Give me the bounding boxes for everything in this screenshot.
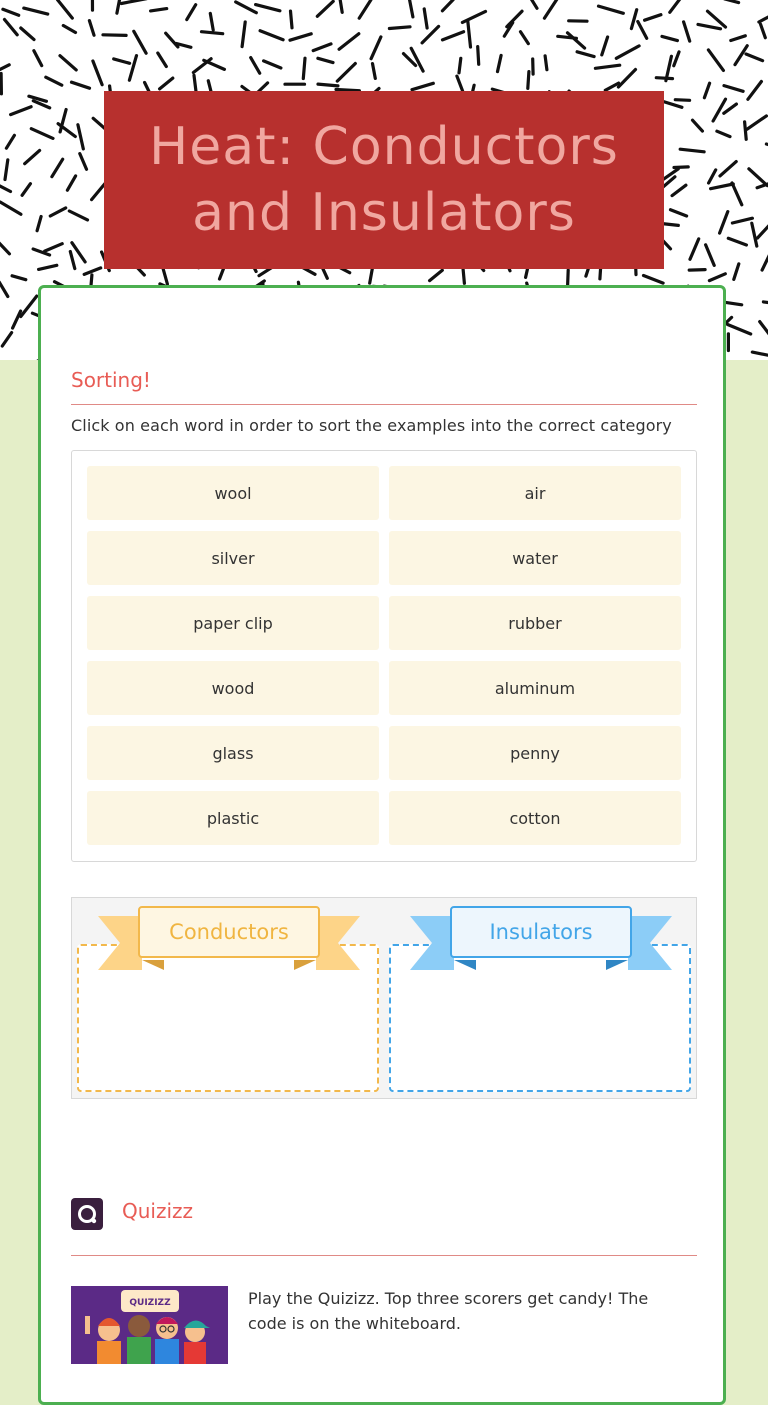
pattern-dash xyxy=(67,176,75,190)
pattern-dash xyxy=(260,31,283,40)
pattern-dash xyxy=(638,22,647,39)
pattern-dash xyxy=(618,70,635,88)
pattern-dash xyxy=(210,13,213,30)
pattern-dash xyxy=(672,185,686,195)
pattern-dash xyxy=(256,5,280,11)
pattern-dash xyxy=(758,219,768,238)
pattern-dash xyxy=(706,245,715,266)
word-item[interactable]: plastic xyxy=(87,791,379,845)
pattern-dash xyxy=(424,9,427,28)
pattern-dash xyxy=(728,325,751,335)
pattern-dash xyxy=(478,47,479,65)
pattern-dash xyxy=(713,99,725,121)
pattern-dash xyxy=(577,52,594,57)
pattern-dash xyxy=(31,129,53,139)
pattern-dash xyxy=(39,265,57,269)
pattern-dash xyxy=(717,131,730,136)
quizizz-divider xyxy=(71,1255,697,1256)
pattern-dash xyxy=(724,86,743,92)
pattern-dash xyxy=(60,56,76,70)
pattern-dash xyxy=(236,2,257,13)
pattern-dash xyxy=(748,82,762,100)
quizizz-illustration xyxy=(71,1286,228,1364)
pattern-dash xyxy=(371,37,381,59)
word-item[interactable]: paper clip xyxy=(87,596,379,650)
pattern-dash xyxy=(121,0,146,4)
pattern-dash xyxy=(359,0,371,18)
pattern-dash xyxy=(752,223,757,246)
pattern-dash xyxy=(264,61,281,68)
pattern-dash xyxy=(708,50,723,71)
pattern-dash xyxy=(708,11,726,27)
pattern-dash xyxy=(11,107,32,115)
pattern-dash xyxy=(468,21,471,47)
pattern-dash xyxy=(0,182,10,191)
pattern-dash xyxy=(160,78,173,89)
pattern-dash xyxy=(732,183,742,205)
pattern-dash xyxy=(745,122,747,140)
pattern-dash xyxy=(631,10,636,29)
pattern-dash xyxy=(5,20,18,35)
pattern-dash xyxy=(680,149,704,152)
pattern-dash xyxy=(134,31,146,53)
pattern-dash xyxy=(689,270,705,271)
pattern-dash xyxy=(34,51,42,66)
pattern-dash xyxy=(45,244,63,251)
pattern-dash xyxy=(6,135,14,148)
pattern-dash xyxy=(690,239,699,259)
pattern-dash xyxy=(760,322,768,336)
pattern-dash xyxy=(290,34,311,40)
quizizz-logo-icon xyxy=(71,1198,103,1230)
pattern-dash xyxy=(70,252,75,269)
pattern-dash xyxy=(599,6,624,13)
pattern-dash xyxy=(746,54,763,61)
pattern-dash xyxy=(202,32,223,34)
pattern-dash xyxy=(29,96,47,101)
pattern-dash xyxy=(0,65,9,72)
pattern-dash xyxy=(759,15,768,22)
pattern-dash xyxy=(720,212,728,234)
pattern-dash xyxy=(13,311,21,328)
pattern-dash xyxy=(698,24,721,28)
pattern-dash xyxy=(709,170,716,183)
pattern-dash xyxy=(462,11,485,22)
sorting-divider xyxy=(71,404,697,405)
pattern-dash xyxy=(0,202,21,214)
pattern-dash xyxy=(725,0,739,3)
pattern-dash xyxy=(430,270,443,280)
word-item[interactable]: glass xyxy=(87,726,379,780)
pattern-dash xyxy=(318,58,333,62)
pattern-dash xyxy=(5,160,8,180)
pattern-dash xyxy=(129,56,136,81)
word-item[interactable]: silver xyxy=(87,531,379,585)
word-item[interactable]: wood xyxy=(87,661,379,715)
pattern-dash xyxy=(69,211,87,220)
pattern-dash xyxy=(671,210,687,216)
word-item[interactable]: aluminum xyxy=(389,661,681,715)
sorting-section-title: Sorting! xyxy=(71,368,151,392)
pattern-dash xyxy=(693,120,703,131)
pattern-dash xyxy=(731,36,746,41)
pattern-dash xyxy=(2,333,11,346)
pattern-dash xyxy=(412,83,433,89)
pattern-dash xyxy=(204,60,225,69)
pattern-dash xyxy=(158,53,167,67)
pattern-dash xyxy=(3,9,19,15)
pattern-dash xyxy=(318,84,338,86)
pattern-dash xyxy=(339,34,359,50)
conductors-label: Conductors xyxy=(138,906,320,958)
pattern-dash xyxy=(12,276,26,280)
pattern-dash xyxy=(442,0,453,11)
pattern-dash xyxy=(498,55,502,71)
word-item[interactable]: rubber xyxy=(389,596,681,650)
pattern-dash xyxy=(63,26,75,33)
pattern-dash xyxy=(674,52,679,66)
pattern-dash xyxy=(762,254,768,270)
pattern-dash xyxy=(291,11,293,28)
pattern-dash xyxy=(340,0,342,12)
pattern-dash xyxy=(163,268,168,284)
pattern-dash xyxy=(373,64,376,79)
pattern-dash xyxy=(46,77,62,85)
pattern-dash xyxy=(187,5,196,20)
pattern-dash xyxy=(422,26,439,43)
pattern-dash xyxy=(317,1,333,16)
category-area xyxy=(71,897,697,1099)
pattern-dash xyxy=(544,0,557,18)
pattern-dash xyxy=(0,282,8,296)
pattern-dash xyxy=(709,274,725,281)
pattern-dash xyxy=(734,264,739,280)
pattern-dash xyxy=(670,0,684,12)
pattern-dash xyxy=(724,104,737,113)
pattern-dash xyxy=(545,56,547,70)
pattern-dash xyxy=(89,21,94,36)
pattern-dash xyxy=(58,0,73,18)
pattern-dash xyxy=(527,0,537,8)
pattern-dash xyxy=(675,100,689,101)
pattern-dash xyxy=(84,268,101,275)
pattern-dash xyxy=(602,37,608,55)
quizizz-description: Play the Quizizz. Top three scorers get candy! The code is on the whiteboard. xyxy=(248,1286,688,1336)
pattern-dash xyxy=(22,184,30,196)
pattern-dash xyxy=(661,101,682,107)
pattern-dash xyxy=(21,28,34,40)
quizizz-section-title: Quizizz xyxy=(122,1199,193,1223)
pattern-dash xyxy=(409,0,413,17)
pattern-dash xyxy=(521,32,529,44)
pattern-dash xyxy=(411,48,423,71)
pattern-dash xyxy=(656,78,672,79)
pattern-dash xyxy=(389,27,410,29)
pattern-dash xyxy=(0,243,9,254)
pattern-dash xyxy=(337,64,355,82)
pattern-dash xyxy=(37,217,41,231)
pattern-dash xyxy=(747,116,767,129)
pattern-dash xyxy=(568,33,585,48)
pattern-dash xyxy=(749,169,767,186)
pattern-dash xyxy=(313,44,331,51)
word-item[interactable]: water xyxy=(389,531,681,585)
pattern-dash xyxy=(50,208,65,216)
pattern-dash xyxy=(72,82,90,88)
pattern-dash xyxy=(616,46,639,58)
pattern-dash xyxy=(752,352,767,355)
pattern-dash xyxy=(720,162,736,176)
pattern-dash xyxy=(459,58,461,73)
pattern-dash xyxy=(303,58,305,78)
pattern-dash xyxy=(93,61,102,85)
pattern-dash xyxy=(704,83,709,98)
pattern-dash xyxy=(684,22,690,41)
pattern-dash xyxy=(151,9,167,11)
pattern-dash xyxy=(728,238,746,245)
pattern-dash xyxy=(674,167,688,168)
pattern-dash xyxy=(763,302,768,304)
pattern-dash xyxy=(711,184,734,189)
pattern-dash xyxy=(595,65,619,68)
insulators-label: Insulators xyxy=(450,906,632,958)
pattern-dash xyxy=(605,83,618,90)
pattern-dash xyxy=(645,15,661,21)
pattern-dash xyxy=(80,154,87,170)
pattern-dash xyxy=(117,0,121,13)
pattern-dash xyxy=(242,22,245,47)
pattern-dash xyxy=(507,11,522,27)
pattern-dash xyxy=(78,125,83,149)
pattern-dash xyxy=(732,218,752,223)
pattern-dash xyxy=(24,8,48,14)
pattern-dash xyxy=(251,58,260,74)
pattern-dash xyxy=(644,276,664,284)
pattern-dash xyxy=(52,159,63,177)
pattern-dash xyxy=(443,32,464,40)
title-banner xyxy=(104,91,664,269)
sorting-instruction: Click on each word in order to sort the examples into the correct category xyxy=(71,416,672,435)
pattern-dash xyxy=(761,24,766,38)
page-title: Heat: Conductors and Insulators xyxy=(104,114,664,246)
word-item[interactable]: air xyxy=(389,466,681,520)
word-item[interactable]: penny xyxy=(389,726,681,780)
pattern-dash xyxy=(25,150,40,163)
pattern-dash xyxy=(103,35,126,36)
word-item[interactable]: cotton xyxy=(389,791,681,845)
word-item[interactable]: wool xyxy=(87,466,379,520)
quizizz-sign-text: QUIZIZZ xyxy=(129,1298,171,1308)
pattern-dash xyxy=(114,59,130,63)
pattern-dash xyxy=(662,36,677,40)
pattern-dash xyxy=(528,72,529,89)
word-bank xyxy=(71,450,697,862)
